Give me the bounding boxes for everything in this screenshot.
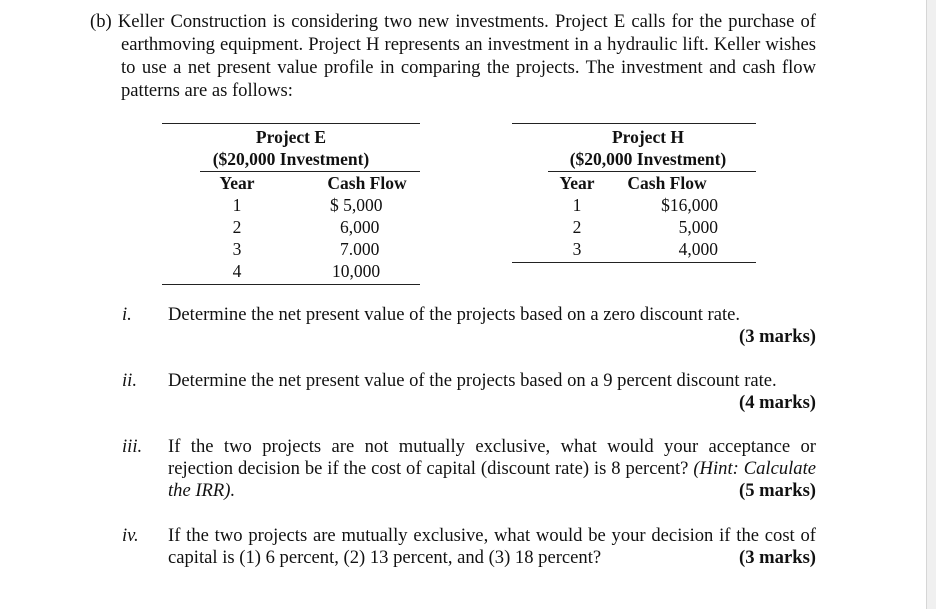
scrollbar[interactable] xyxy=(926,0,936,609)
project-h-year: 1 xyxy=(572,195,582,215)
project-h-cash: 4,000 xyxy=(678,239,718,259)
project-h-cash-header: Cash Flow xyxy=(627,173,707,193)
part-label: (b) xyxy=(90,11,112,32)
question-text: Determine the net present value of the projects based on a 9 percent discount rate. xyxy=(168,370,777,391)
project-e-investment: ($20,000 Investment) xyxy=(212,149,370,169)
question-i xyxy=(90,304,816,348)
question-text: If the two projects are not mutually exclusive, what would your acceptance or rejection decision be if the cost of capital (discount rate) is 8 percent? xyxy=(168,436,816,479)
project-h-title: Project H xyxy=(611,127,685,147)
project-h-investment: ($20,000 Investment) xyxy=(569,149,727,169)
question-iii xyxy=(90,436,816,502)
question-number: iii. xyxy=(122,436,143,457)
question-ii xyxy=(90,370,816,414)
question-number: i. xyxy=(122,304,132,325)
project-h-year: 3 xyxy=(572,239,582,259)
question-marks: (3 marks) xyxy=(739,547,816,568)
project-e-year: 3 xyxy=(232,239,242,259)
project-e-title: Project E xyxy=(255,127,327,147)
project-e-year: 4 xyxy=(232,261,242,281)
question-number: ii. xyxy=(122,370,137,391)
intro-text: Keller Construction is considering two new investments. Project E calls for the purchase of earthmoving equipment. Project H represents an investment in a hydraulic lift. Keller wishes to use a net present value profile in comparing the projects. The investment and cash flow patterns are as follows: xyxy=(117,11,816,101)
question-iv xyxy=(90,525,816,569)
question-number: iv. xyxy=(122,525,139,546)
project-e-cash-header: Cash Flow xyxy=(327,173,407,193)
project-e-cash: 7.000 xyxy=(340,239,380,259)
project-h-cash: 5,000 xyxy=(678,217,718,237)
question-marks: (5 marks) xyxy=(739,480,816,501)
project-h-year-header: Year xyxy=(559,173,595,193)
project-e-year-header: Year xyxy=(219,173,255,193)
project-h-cash: $16,000 xyxy=(661,195,718,215)
project-e-year: 1 xyxy=(232,195,242,215)
project-e-cash: 6,000 xyxy=(340,217,380,237)
project-e-year: 2 xyxy=(232,217,242,237)
question-text: If the two projects are mutually exclusive, what would be your decision if the cost of capital is (1) 6 percent, (2) 13 percent, and (3) 18 percent? xyxy=(168,525,816,568)
project-e-cash: 10,000 xyxy=(332,261,381,281)
project-e-cash: $ 5,000 xyxy=(330,195,383,215)
question-marks: (4 marks) xyxy=(739,392,816,413)
question-marks: (3 marks) xyxy=(739,326,816,347)
intro-paragraph xyxy=(90,10,816,102)
question-hint: (Hint: Calculate the IRR). xyxy=(168,458,817,501)
project-h-year: 2 xyxy=(572,217,582,237)
question-text: Determine the net present value of the projects based on a zero discount rate. xyxy=(168,304,741,325)
